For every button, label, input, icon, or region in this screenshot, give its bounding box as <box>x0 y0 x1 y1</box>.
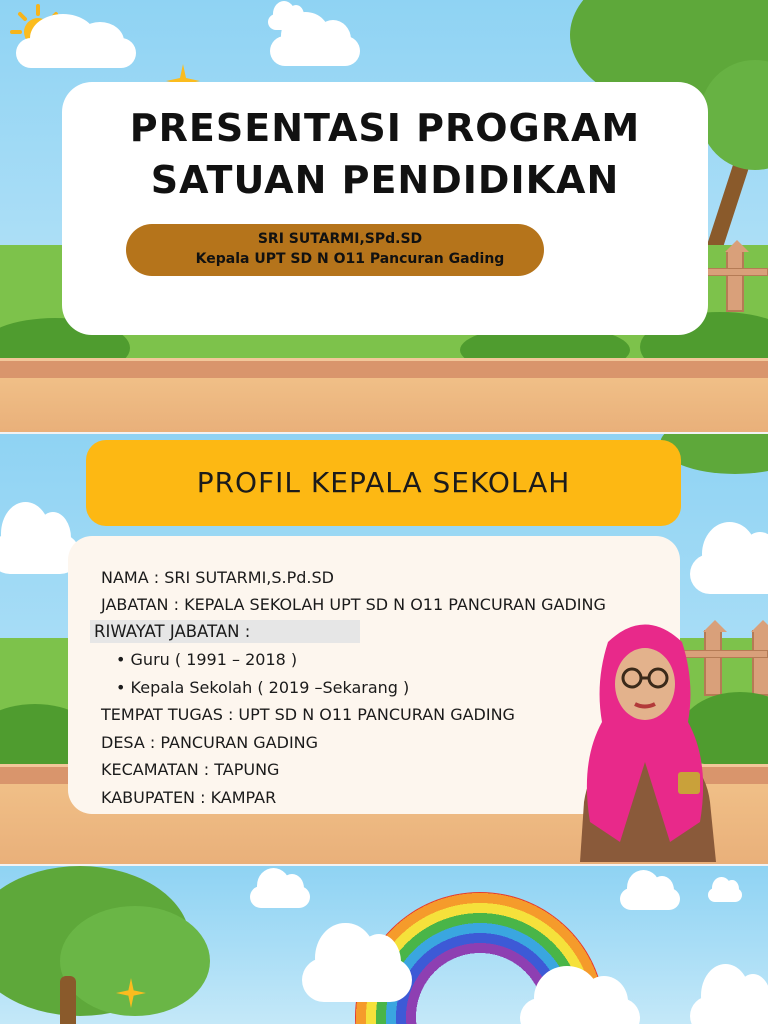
cloud <box>250 886 310 908</box>
profile-riwayat-heading: RIWAYAT JABATAN : <box>90 620 360 643</box>
cloud <box>708 888 742 902</box>
cloud <box>690 554 768 594</box>
title-line-2: SATUAN PENDIDIKAN <box>150 158 620 202</box>
profile-riwayat-item: • Guru ( 1991 – 2018 ) <box>116 650 298 669</box>
slide-title <box>0 0 768 432</box>
profile-kecamatan: KECAMATAN : TAPUNG <box>101 760 280 779</box>
profile-kabupaten: KABUPATEN : KAMPAR <box>101 788 277 807</box>
cloud <box>16 38 136 68</box>
profile-desa: DESA : PANCURAN GADING <box>101 733 319 752</box>
title-card <box>62 82 708 335</box>
fence-post <box>752 630 768 696</box>
heading-box <box>86 440 681 526</box>
cloud <box>520 998 640 1024</box>
slide-scenery <box>0 866 768 1024</box>
cloud <box>270 36 360 66</box>
cloud <box>690 996 768 1024</box>
path <box>0 378 768 432</box>
profile-jabatan: JABATAN : KEPALA SEKOLAH UPT SD N O11 PANCURAN GADING <box>101 595 606 614</box>
fence-rail <box>706 268 768 276</box>
portrait-photo <box>570 612 720 862</box>
profile-nama: NAMA : SRI SUTARMI,S.Pd.SD <box>101 568 334 587</box>
tree-trunk <box>60 976 76 1024</box>
cloud <box>620 888 680 910</box>
presenter-role: Kepala UPT SD N O11 Pancuran Gading <box>195 251 505 267</box>
section-heading: PROFIL KEPALA SEKOLAH <box>196 466 571 499</box>
profile-riwayat-item: • Kepala Sekolah ( 2019 –Sekarang ) <box>116 678 410 697</box>
cloud <box>302 958 412 1002</box>
title-line-1: PRESENTASI PROGRAM <box>129 106 641 150</box>
profile-tempat-tugas: TEMPAT TUGAS : UPT SD N O11 PANCURAN GADING <box>101 705 515 724</box>
presenter-pill <box>126 224 544 276</box>
fence-post <box>726 250 744 312</box>
presenter-name: SRI SUTARMI,SPd.SD <box>257 231 423 247</box>
cloud <box>268 14 308 30</box>
slide-profile <box>0 434 768 864</box>
sparkle-icon <box>116 978 146 1008</box>
wall <box>0 358 768 378</box>
